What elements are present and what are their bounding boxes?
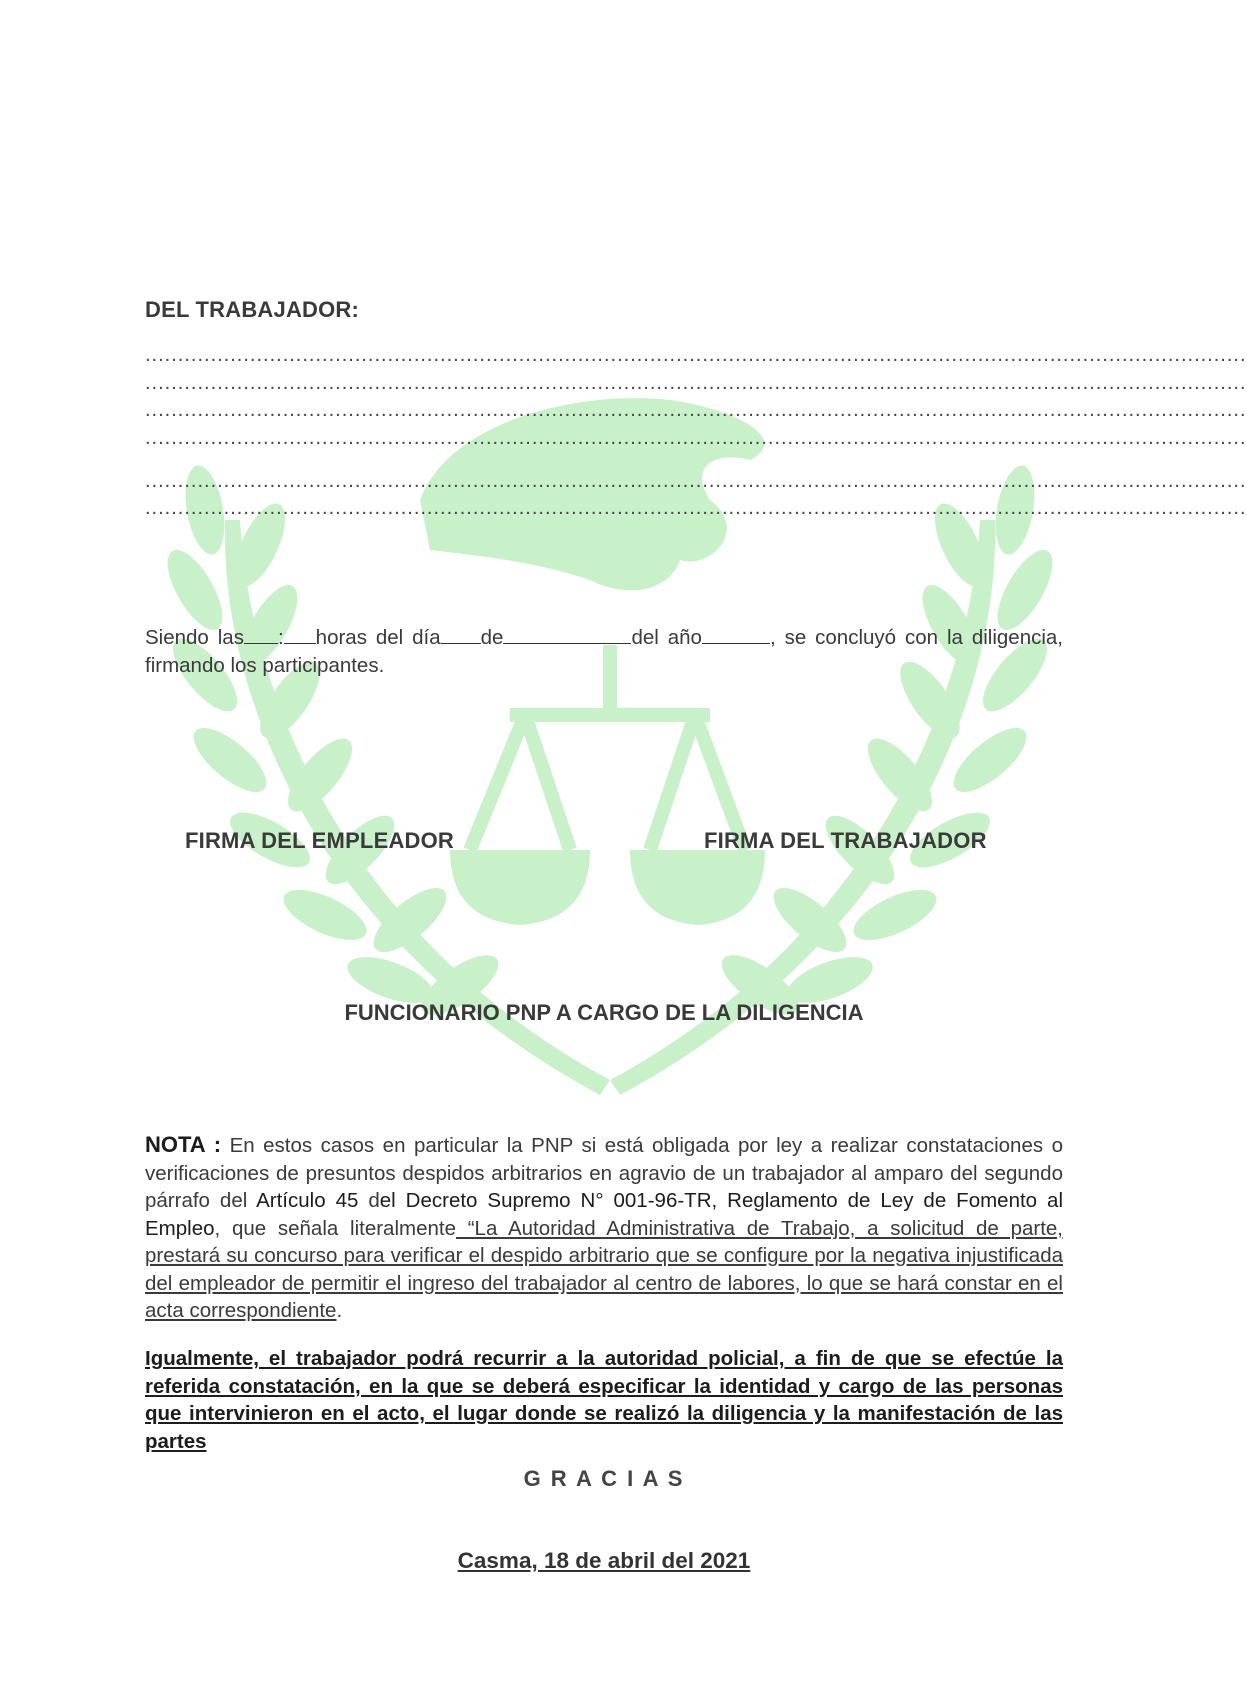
employer-signature-label: FIRMA DEL EMPLEADOR [185,828,455,853]
day-blank [441,625,481,644]
note-legal-paragraph: Igualmente, el trabajador podrá recurrir a la autoridad policial, a fin de que se efectúe la referida constatación, en la que se deberá especificar la identidad y cargo de las personas que intervinieron en el acto, el lugar donde se realizó la diligencia y la manifestación de las partes [145,1347,1063,1453]
month-blank [503,625,631,644]
dotted-line: ........................................................................................................................................................................ [145,427,1247,449]
worker-section-title: DEL TRABAJADOR: [145,297,360,322]
year-blank [702,625,770,644]
thanks-text: G R A C I A S [523,1466,685,1491]
dotted-line: ........................................................................................................................................................................ [145,470,1247,492]
dotted-line: ........................................................................................................................................................................ [145,344,1247,366]
worker-signature-label: FIRMA DEL TRABAJADOR [704,828,987,853]
closing-paragraph: Siendo las : horas del día de del año , se concluyó con la diligencia, firmando los participantes. [145,626,1063,677]
note-label: NOTA : [145,1132,222,1157]
hour-blank [244,625,278,644]
place-date: Casma, 18 de abril del 2021 [457,1548,751,1573]
dotted-line: ........................................................................................................................................................................ [145,497,1247,519]
note-paragraph: NOTA : En estos casos en particular la PNP si está obligada por ley a realizar constataciones o verificaciones de presuntos despidos arbitrarios en agravio de un trabajador al amparo del segundo párrafo del Artículo 45 del Decreto Supremo N° 001-96-TR, Reglamento de Ley de Fomento al Empleo, que señala literalmente “La Autoridad Administrativa de Trabajo, a solicitud de parte, prestará su concurso para verificar el despido arbitrario que se configure por la negativa injustificada del empleador de permitir el ingreso del trabajador al centro de labores, lo que se hará constar en el acta correspondiente. [145,1132,1064,1322]
dotted-line: ........................................................................................................................................................................ [145,399,1247,421]
officer-signature-label: FUNCIONARIO PNP A CARGO DE LA DILIGENCIA [344,1000,864,1025]
minute-blank [284,625,316,644]
dotted-line: ........................................................................................................................................................................ [145,372,1247,394]
